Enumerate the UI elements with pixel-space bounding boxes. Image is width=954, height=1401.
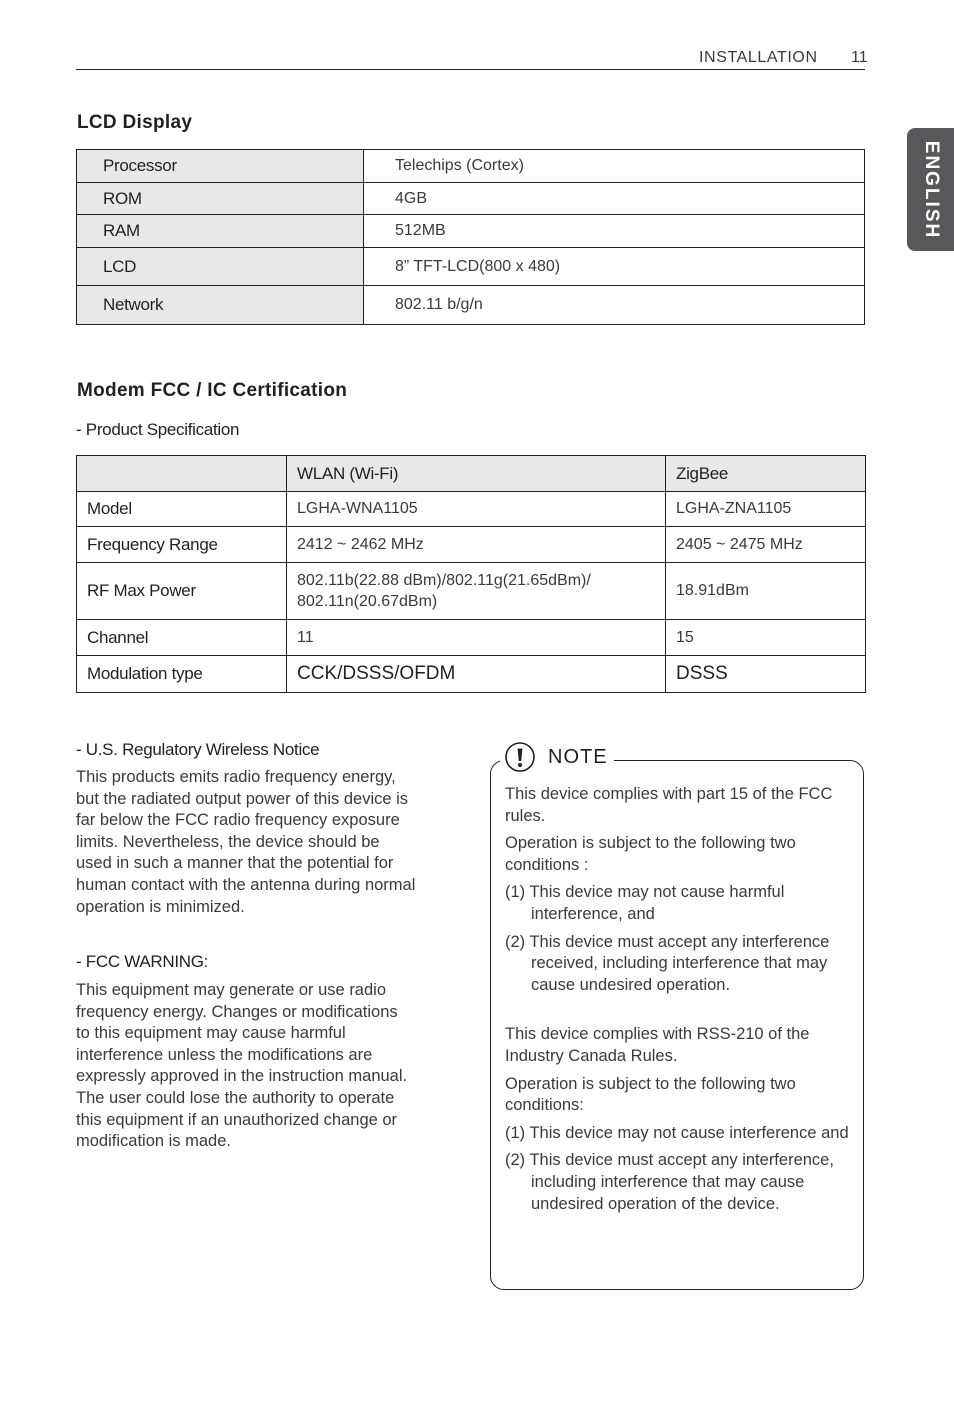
row-value: 512MB	[364, 215, 865, 248]
text-line: this equipment if an unauthorized change or	[76, 1110, 398, 1129]
wifi-value: LGHA-WNA1105	[287, 492, 666, 527]
header-section-label: INSTALLATION	[699, 49, 818, 66]
note-paragraph: This device complies with RSS-210 of the Industry Canada Rules.	[505, 1025, 810, 1065]
text-line: but the radiated output power of this device is	[76, 789, 409, 808]
text-line: expressly approved in the instruction manual.	[76, 1067, 408, 1086]
text-line: limits. Nevertheless, the device should be	[76, 832, 380, 851]
table-header-row	[77, 456, 866, 492]
text-line: to this equipment may cause harmful	[76, 1024, 346, 1043]
row-value: 802.11 b/g/n	[364, 286, 865, 325]
product-spec-label: - Product Specification	[76, 420, 240, 439]
table-row	[77, 286, 865, 325]
row-key: ROM	[77, 183, 364, 215]
row-label: Channel	[77, 620, 287, 656]
table-row	[77, 620, 866, 656]
wifi-value: CCK/DSSS/OFDM	[287, 656, 666, 693]
note-list-item: (2) This device must accept any interference, including interference that may cause undesired operation of the device.	[505, 1151, 834, 1213]
wifi-value: 11	[287, 620, 666, 656]
table-row	[77, 215, 865, 248]
lcd-section-title: LCD Display	[77, 112, 193, 133]
note-list-item: (2) This device must accept any interference received, including interference that may cause undesired operation.	[505, 932, 830, 994]
product-spec-table	[76, 455, 866, 693]
language-tab	[907, 128, 954, 251]
column-header-wifi: WLAN (Wi-Fi)	[287, 456, 666, 492]
header-rule	[76, 69, 865, 70]
note-header	[500, 740, 614, 774]
text-line: interference unless the modifications are	[76, 1045, 373, 1064]
row-label: Model	[77, 492, 287, 527]
row-key: RAM	[77, 215, 364, 248]
table-row	[77, 563, 866, 620]
zigbee-value: 15	[666, 620, 866, 656]
row-key: LCD	[77, 248, 364, 286]
row-value: 8” TFT-LCD(800 x 480)	[364, 248, 865, 286]
us-notice-label: - U.S. Regulatory Wireless Notice	[76, 740, 320, 759]
fcc-warning-label: - FCC WARNING:	[76, 952, 209, 971]
wifi-value-line: 802.11b(22.88 dBm)/802.11g(21.65dBm)/	[297, 572, 591, 589]
row-value: 4GB	[364, 183, 865, 215]
row-key: Processor	[77, 150, 364, 183]
note-list-item: (1) This device may not cause harmful interference, and	[505, 883, 785, 923]
text-line: human contact with the antenna during normal	[76, 875, 416, 894]
column-header-zigbee: ZigBee	[666, 456, 866, 492]
table-row	[77, 492, 866, 527]
zigbee-value: 18.91dBm	[666, 563, 866, 620]
table-row	[77, 183, 865, 215]
zigbee-value: LGHA-ZNA1105	[666, 492, 866, 527]
table-row	[77, 248, 865, 286]
table-row	[77, 150, 865, 183]
row-label: Frequency Range	[77, 527, 287, 563]
page-number: 11	[851, 49, 868, 66]
text-line: This products emits radio frequency energy,	[76, 768, 396, 786]
wifi-value: 2412 ~ 2462 MHz	[287, 527, 666, 563]
note-content	[505, 784, 859, 1221]
exclamation-circle-icon	[504, 741, 536, 773]
text-line: frequency energy. Changes or modifications	[76, 1002, 398, 1021]
table-row	[77, 656, 866, 693]
wifi-value-line: 802.11n(20.67dBm)	[297, 593, 438, 610]
language-tab-label: ENGLISH	[920, 140, 942, 239]
fcc-warning-text	[76, 980, 456, 1153]
zigbee-value: DSSS	[666, 656, 866, 693]
text-line: modification is made.	[76, 1132, 231, 1151]
text-line: far below the FCC radio frequency exposure	[76, 811, 400, 830]
lcd-spec-table	[76, 149, 865, 325]
row-label: RF Max Power	[77, 563, 287, 620]
note-title: NOTE	[548, 745, 608, 768]
text-line: operation is minimized.	[76, 897, 245, 916]
zigbee-value: 2405 ~ 2475 MHz	[666, 527, 866, 563]
text-line: This equipment may generate or use radio	[76, 981, 387, 999]
row-key: Network	[77, 286, 364, 325]
note-paragraph: Operation is subject to the following two conditions:	[505, 1074, 796, 1115]
note-paragraph: This device complies with part 15 of the FCC rules.	[505, 785, 833, 825]
table-row	[77, 527, 866, 563]
column-header-empty	[77, 456, 287, 492]
wifi-value	[287, 563, 666, 620]
modem-section-title: Modem FCC / IC Certification	[77, 380, 348, 401]
note-paragraph: Operation is subject to the following two conditions :	[505, 834, 796, 874]
spacer	[505, 1002, 859, 1024]
text-line: The user could lose the authority to operate	[76, 1088, 395, 1107]
text-line: used in such a manner that the potential for	[76, 854, 394, 873]
row-label: Modulation type	[77, 656, 287, 693]
row-value: Telechips (Cortex)	[364, 150, 865, 183]
note-list-item: (1) This device may not cause interference and	[505, 1123, 849, 1142]
us-notice-text	[76, 767, 456, 918]
